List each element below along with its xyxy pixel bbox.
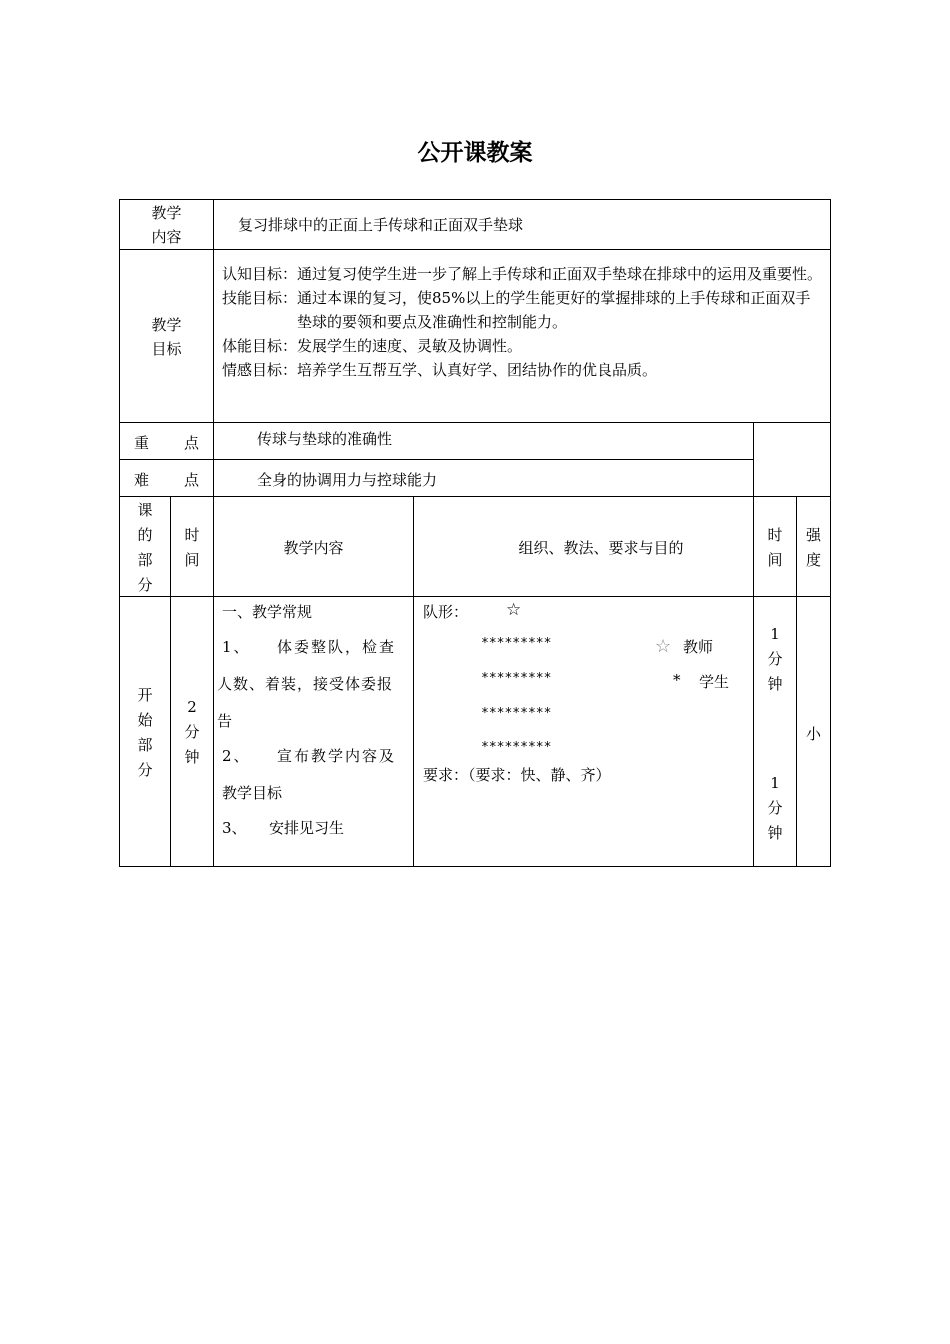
section-part — [120, 683, 170, 783]
section-duration-1 — [754, 622, 796, 697]
student-row: ********* — [481, 740, 552, 755]
column-divider — [213, 199, 214, 867]
header-time-char: 时 — [184, 526, 200, 544]
section-intensity: 小 — [805, 725, 821, 743]
content-line: 1、 体委整队，检查 — [222, 638, 397, 656]
duration-char: 1 — [770, 774, 780, 792]
student-row: ********* — [481, 636, 552, 651]
goals-label-line: 教学 — [151, 316, 182, 334]
teacher-star-icon: ☆ — [506, 600, 522, 620]
requirement-text: 要求：（要求：快、静、齐） — [423, 766, 611, 784]
content-label-line: 内容 — [151, 228, 182, 246]
header-duration-char: 间 — [767, 551, 783, 569]
student-row: ********* — [481, 706, 552, 721]
legend-student-icon: * — [673, 671, 681, 689]
goal-item — [222, 286, 823, 334]
header-time — [171, 523, 213, 573]
formation-label: 队形： — [423, 603, 469, 621]
section-part-char: 开 — [137, 686, 153, 704]
section-part-char: 分 — [137, 761, 153, 779]
row-divider — [119, 459, 754, 460]
content-line: 3、 安排见习生 — [222, 819, 345, 837]
duration-char: 钟 — [767, 675, 783, 693]
header-intensity — [797, 523, 830, 573]
content-line: 2、 宣布教学内容及 — [222, 747, 397, 765]
goal-text: 发展学生的速度、灵敏及协调性。 — [297, 337, 523, 355]
duration-char: 1 — [770, 625, 780, 643]
header-part-char: 的 — [137, 526, 153, 544]
goal-label: 认知目标： — [222, 265, 298, 283]
header-intensity-char: 度 — [805, 551, 821, 569]
header-organization: 组织、教法、要求与目的 — [518, 539, 684, 557]
header-part — [120, 498, 170, 598]
header-part-char: 分 — [137, 576, 153, 594]
difficulty-label-2: 点 — [184, 471, 200, 489]
content-label-line: 教学 — [151, 204, 182, 222]
legend-teacher-icon: ☆ — [655, 636, 672, 657]
section-duration-2 — [754, 771, 796, 846]
table-border-right — [830, 199, 831, 867]
duration-char: 分 — [767, 799, 783, 817]
section-part-char: 部 — [137, 736, 153, 754]
header-duration-char: 时 — [767, 526, 783, 544]
student-row: ********* — [481, 671, 552, 686]
row-divider — [119, 249, 831, 250]
header-part-char: 课 — [137, 501, 153, 519]
header-part-char: 部 — [137, 551, 153, 569]
row-divider — [119, 596, 831, 597]
key-point-label-2: 点 — [184, 434, 200, 452]
content-line: 人数、着装，接受体委报 — [217, 675, 394, 693]
page-title: 公开课教案 — [417, 140, 533, 166]
duration-char: 分 — [767, 650, 783, 668]
goals-list — [222, 262, 823, 382]
duration-char: 钟 — [767, 824, 783, 842]
section-time-char: 钟 — [184, 748, 200, 766]
content-line: 告 — [217, 712, 233, 730]
key-point-label-1: 重 — [134, 434, 150, 452]
goal-label: 体能目标： — [222, 337, 298, 355]
content-line: 教学目标 — [222, 784, 283, 802]
row-divider — [119, 422, 831, 423]
goal-item — [222, 334, 823, 358]
goal-item — [222, 358, 823, 382]
row-divider — [119, 496, 831, 497]
header-content: 教学内容 — [283, 539, 344, 557]
difficulty-text: 全身的协调用力与控球能力 — [257, 471, 438, 489]
legend-teacher-label: 教师 — [683, 638, 714, 656]
section-time-char: 分 — [184, 723, 200, 741]
table-border-top — [119, 199, 831, 200]
section-time-char: 2 — [187, 698, 197, 716]
legend-student-label: 学生 — [699, 673, 730, 691]
key-point-text: 传球与垫球的准确性 — [257, 430, 393, 448]
content-line: 一、教学常规 — [222, 603, 313, 621]
goal-label: 情感目标： — [222, 361, 298, 379]
header-time-char: 间 — [184, 551, 200, 569]
goal-text: 通过复习使学生进一步了解上手传球和正面双手垫球在排球中的运用及重要性。 — [297, 265, 823, 283]
goal-item — [222, 262, 823, 286]
goal-text: 通过本课的复习，使85%以上的学生能更好的掌握排球的上手传球和正面双手垫球的要领和要点及准确性和控制能力。 — [297, 289, 811, 331]
difficulty-label-1: 难 — [134, 471, 150, 489]
table-border-bottom — [119, 866, 831, 867]
goal-label: 技能目标： — [222, 289, 298, 307]
content-label — [120, 201, 213, 249]
section-time — [171, 695, 213, 770]
content-text: 复习排球中的正面上手传球和正面双手垫球 — [238, 216, 524, 234]
goals-label — [120, 313, 213, 361]
header-duration — [754, 523, 796, 573]
header-intensity-char: 强 — [805, 526, 821, 544]
section-part-char: 始 — [137, 711, 153, 729]
goal-text: 培养学生互帮互学、认真好学、团结协作的优良品质。 — [297, 361, 658, 379]
goals-label-line: 目标 — [151, 340, 182, 358]
